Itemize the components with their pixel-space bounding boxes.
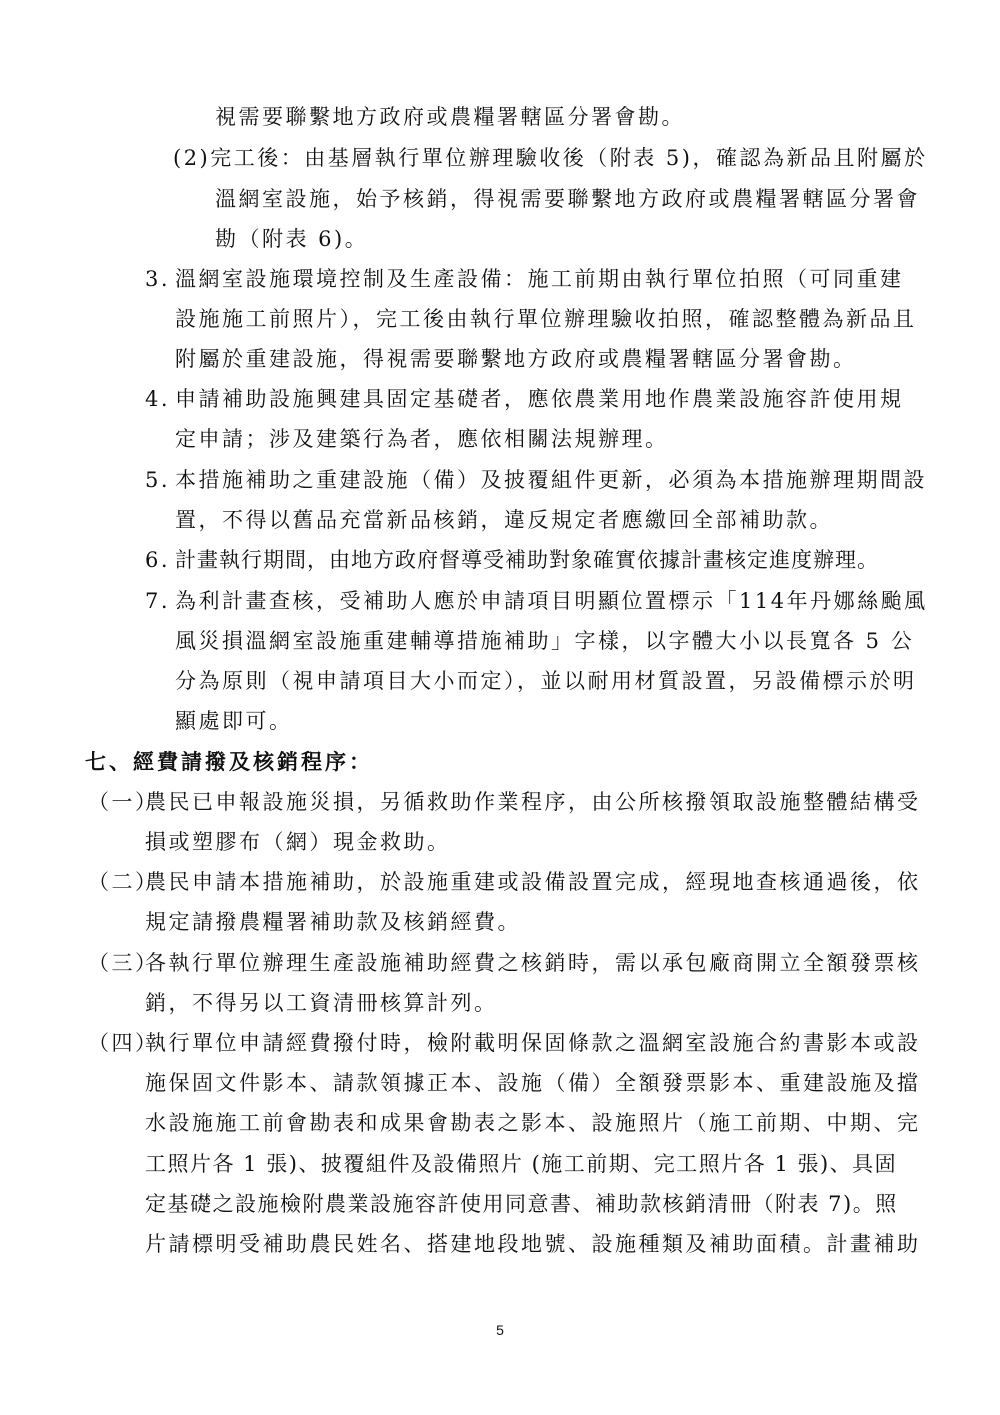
text-line: 水設施施工前會勘表和成果會勘表之影本、設施照片（施工前期、中期、完: [145, 1111, 921, 1135]
text-line: 勘（附表 6)。: [215, 227, 369, 251]
text-line: 設施施工前照片），完工後由執行單位辦理驗收拍照，確認整體為新品且: [175, 307, 917, 331]
text-line: 施保固文件影本、請款領據正本、設施（備）全額發票影本、重建設施及擋: [145, 1071, 921, 1095]
text-line: 置，不得以舊品充當新品核銷，違反規定者應繳回全部補助款。: [175, 508, 833, 532]
list-item-3: 3. 溫網室設施環境控制及生產設備：施工前期由執行單位拍照（可同重建: [145, 267, 904, 291]
text-line: 附屬於重建設施，得視需要聯繫地方政府或農糧署轄區分署會勘。: [175, 347, 857, 371]
section-heading: 七、經費請撥及核銷程序：: [85, 750, 373, 774]
text-line: 規定請撥農糧署補助款及核銷經費。: [145, 910, 521, 934]
text-line: 溫網室設施，始予核銷，得視需要聯繫地方政府或農糧署轄區分署會: [215, 187, 920, 211]
text-line: 視需要聯繫地方政府或農糧署轄區分署會勘。: [215, 105, 685, 129]
list-item-one: （一）農民已申報設施災損，另循救助作業程序，由公所核撥領取設施整體結構受: [88, 790, 921, 814]
page-number: 5: [496, 1322, 504, 1338]
list-item-2: (2)完工後：由基層執行單位辦理驗收後（附表 5)，確認為新品且附屬於: [173, 146, 928, 170]
text-line: 定基礎之設施檢附農業設施容許使用同意書、補助款核銷清冊（附表 7)。照: [145, 1192, 898, 1216]
text-line: 分為原則（視申請項目大小而定），並以耐用材質設置，另設備標示於明: [175, 669, 917, 693]
list-item-two: （二）農民申請本措施補助，於設施重建或設備設置完成，經現地查核通過後，依: [88, 870, 921, 894]
list-item-4: 4. 申請補助設施興建具固定基礎者，應依農業用地作農業設施容許使用規: [145, 387, 904, 411]
text-line: 片請標明受補助農民姓名、搭建地段地號、設施種類及補助面積。計畫補助: [145, 1232, 921, 1256]
list-item-7: 7. 為利計畫查核，受補助人應於申請項目明顯位置標示「114年丹娜絲颱風: [145, 589, 928, 613]
text-line: 風災損溫網室設施重建輔導措施補助」字樣，以字體大小以長寬各 5 公: [175, 629, 915, 653]
list-item-four: （四）執行單位申請經費撥付時，檢附載明保固條款之溫網室設施合約書影本或設: [88, 1031, 921, 1055]
text-line: 工照片各 1 張)、披覆組件及設備照片 (施工前期、完工照片各 1 張)、具固: [145, 1152, 898, 1176]
text-line: 銷，不得另以工資清冊核算計列。: [145, 991, 498, 1015]
text-line: 顯處即可。: [175, 709, 293, 733]
text-line: 損或塑膠布（網）現金救助。: [145, 830, 451, 854]
list-item-5: 5. 本措施補助之重建設施（備）及披覆組件更新，必須為本措施辦理期間設: [145, 468, 927, 492]
list-item-three: （三）各執行單位辦理生產設施補助經費之核銷時，需以承包廠商開立全額發票核: [88, 951, 921, 975]
list-item-6: 6. 計畫執行期間，由地方政府督導受補助對象確實依據計畫核定進度辦理。: [145, 548, 879, 572]
text-line: 定申請；涉及建築行為者，應依相關法規辦理。: [175, 427, 669, 451]
